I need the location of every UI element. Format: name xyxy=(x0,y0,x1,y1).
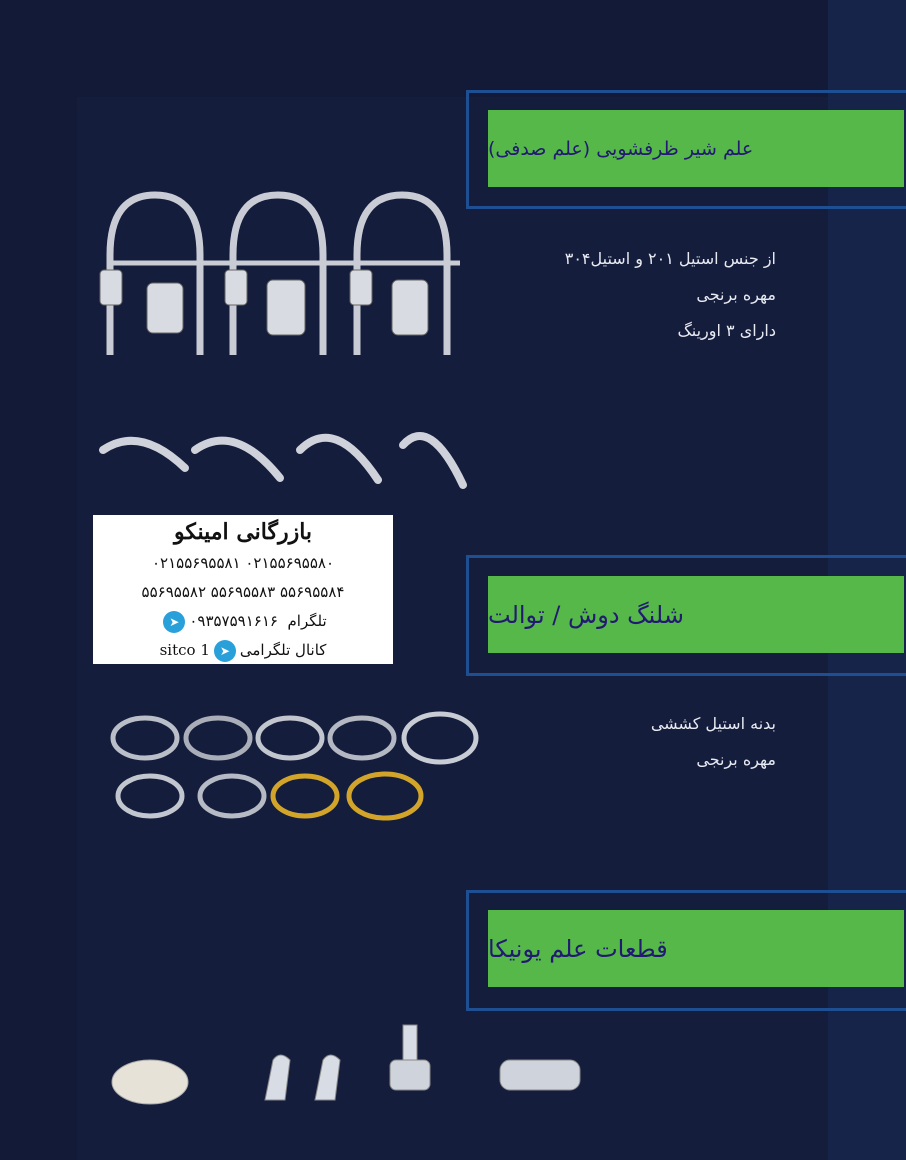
desc-line: بدنه استیل کششی xyxy=(650,714,776,733)
shower-hoses-image xyxy=(100,708,490,828)
desc-line: مهره برنجی xyxy=(696,285,776,304)
contact-card xyxy=(93,515,393,664)
section-1-title: علم شیر ظرفشویی (علم صدفی) xyxy=(488,137,754,160)
section-2-description xyxy=(651,706,776,778)
faucet-spouts-image xyxy=(95,420,475,495)
section-3-title: قطعات علم یونیکا xyxy=(488,934,668,963)
section-2-title: شلنگ دوش / توالت xyxy=(488,600,684,629)
channel-row xyxy=(93,636,393,665)
phone-numbers: ۵۵۶۹۵۵۸۲ ۵۵۶۹۵۵۸۳ ۵۵۶۹۵۵۸۴ xyxy=(141,583,345,601)
section-3-header xyxy=(488,910,904,987)
section-1-description xyxy=(565,241,776,349)
unica-parts-image xyxy=(105,1020,595,1120)
company-name: بازرگانی امینکو xyxy=(173,519,313,545)
channel-name: sitco 1 xyxy=(159,641,210,659)
telegram-number: ۰۹۳۵۷۵۹۱۶۱۶ xyxy=(189,612,278,630)
telegram-icon: ➤ xyxy=(163,611,185,633)
phone-numbers: ۰۲۱۵۵۶۹۵۵۸۱ ۰۲۱۵۵۶۹۵۵۸۰ xyxy=(151,554,334,572)
telegram-icon: ➤ xyxy=(214,640,236,662)
section-1-header xyxy=(488,110,904,187)
telegram-row xyxy=(93,607,393,636)
desc-line: دارای ۳ اورینگ xyxy=(677,321,776,340)
section-2-header xyxy=(488,576,904,653)
desc-line: مهره برنجی xyxy=(696,750,776,769)
pull-out-faucet-spouts-image xyxy=(95,185,475,365)
channel-label: کانال تلگرامی xyxy=(239,641,327,659)
desc-line: از جنس استیل ۲۰۱ و استیل۳۰۴ xyxy=(564,249,776,268)
telegram-label: تلگرام xyxy=(287,612,327,630)
